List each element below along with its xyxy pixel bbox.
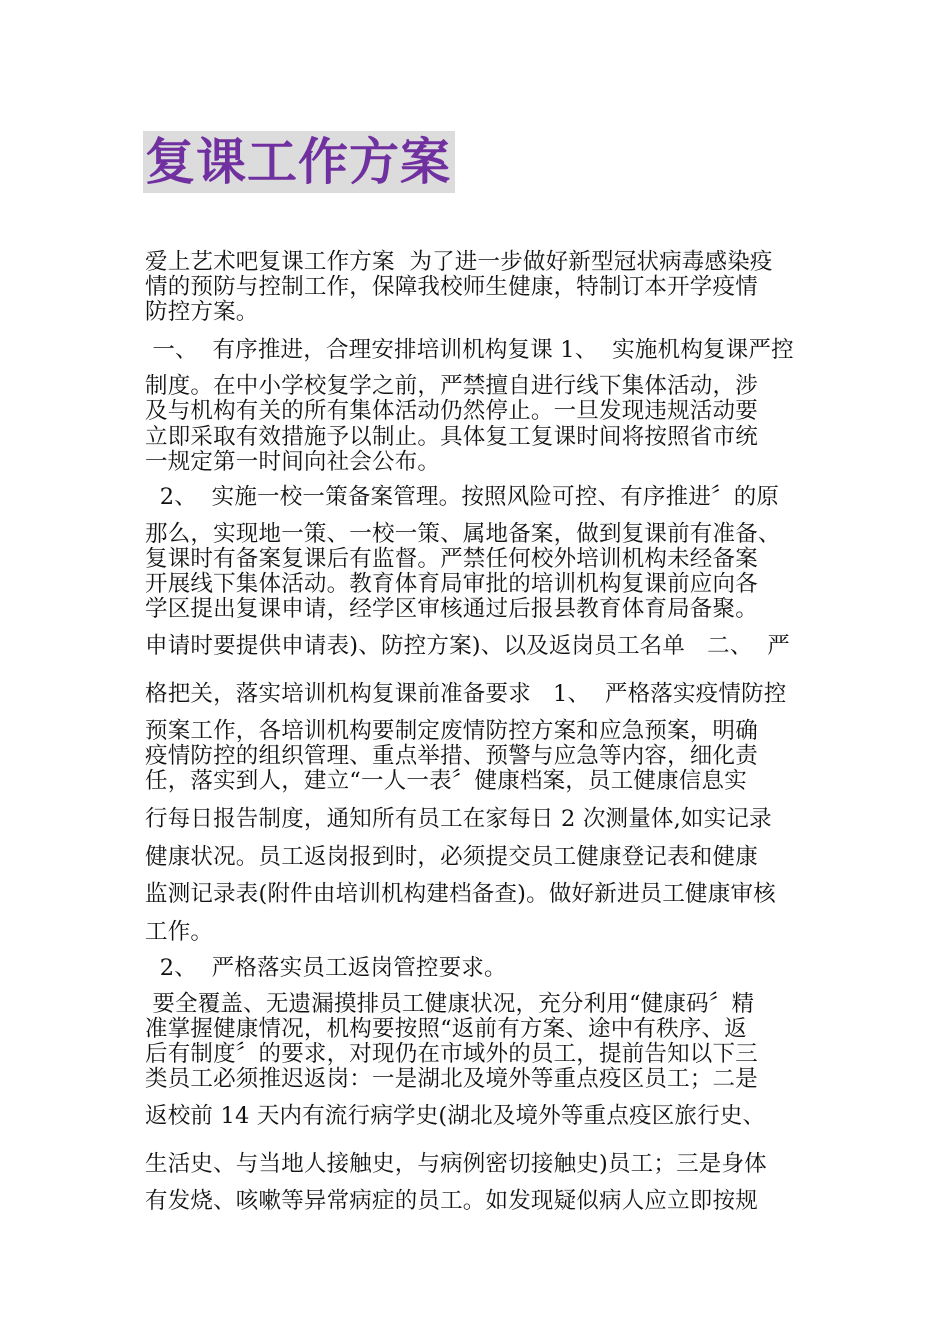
- body-line: 开展线下集体活动。教育体育局审批的培训机构复课前应向各: [145, 571, 758, 597]
- body-line: 立即采取有效措施予以制止。具体复工复课时间将按照省市统: [145, 424, 758, 450]
- body-line: 后有制度〞的要求，对现仍在市域外的员工，提前告知以下三: [145, 1041, 758, 1067]
- body-line: 学区提出复课申请，经学区审核通过后报县教育体育局备聚。: [145, 596, 758, 622]
- body-line: 健康状况。员工返岗报到时，必须提交员工健康登记表和健康: [145, 844, 758, 870]
- body-line: 一、 有序推进，合理安排培训机构复课 1、 实施机构复课严控: [145, 337, 794, 363]
- body-line: 生活史、与当地人接触史，与病例密切接触史)员工；三是身体: [145, 1151, 767, 1177]
- body-line: 返校前 14 天内有流行病学史(湖北及境外等重点疫区旅行史、: [145, 1103, 766, 1129]
- body-line: 一规定第一时间向社会公布。: [145, 449, 441, 475]
- body-line: 任，落实到人，建立“一人一表〞健康档案，员工健康信息实: [145, 768, 747, 794]
- body-line: 要全覆盖、无遗漏摸排员工健康状况，充分利用“健康码〞精: [145, 991, 755, 1017]
- body-line: 防控方案。: [145, 299, 259, 325]
- body-line: 格把关，落实培训机构复课前准备要求 1、 严格落实疫情防控: [145, 681, 787, 707]
- body-line: 预案工作，各培训机构要制定废情防控方案和应急预案，明确: [145, 718, 758, 744]
- body-line: 准掌握健康情况，机构要按照“返前有方案、途中有秩序、返: [145, 1016, 747, 1042]
- body-line: 那么，实现地一策、一校一策、属地备案，做到复课前有准备、: [145, 521, 781, 547]
- body-line: 2、 实施一校一策备案管理。按照风险可控、有序推进〞的原: [145, 484, 780, 510]
- body-line: 类员工必须推迟返岗：一是湖北及境外等重点疫区员工；二是: [145, 1066, 758, 1092]
- body-line: 申请时要提供申请表)、防控方案)、以及返岗员工名单 二、 严: [145, 633, 790, 659]
- body-line: 有发烧、咳嗽等异常病症的员工。如发现疑似病人应立即按规: [145, 1188, 758, 1214]
- body-line: 复课时有备案复课后有监督。严禁任何校外培训机构未经备案: [145, 546, 758, 572]
- document-title: 复课工作方案: [143, 131, 455, 193]
- body-line: 行每日报告制度，通知所有员工在家每日 2 次测量体,如实记录: [145, 806, 772, 832]
- body-line: 2、 严格落实员工返岗管控要求。: [145, 955, 507, 981]
- body-line: 监测记录表(附件由培训机构建档备查)。做好新进员工健康审核: [145, 881, 776, 907]
- body-line: 情的预防与控制工作，保障我校师生健康，特制订本开学疫情: [145, 274, 758, 300]
- body-line: 爱上艺术吧复课工作方案 为了进一步做好新型冠状病毒感染疫: [145, 249, 773, 275]
- body-line: 制度。在中小学校复学之前，严禁擅自进行线下集体活动，涉: [145, 373, 758, 399]
- body-line: 疫情防控的组织管理、重点举措、预警与应急等内容，细化责: [145, 743, 758, 769]
- body-line: 及与机构有关的所有集体活动仍然停止。一旦发现违规活动要: [145, 398, 758, 424]
- body-line: 工作。: [145, 919, 214, 945]
